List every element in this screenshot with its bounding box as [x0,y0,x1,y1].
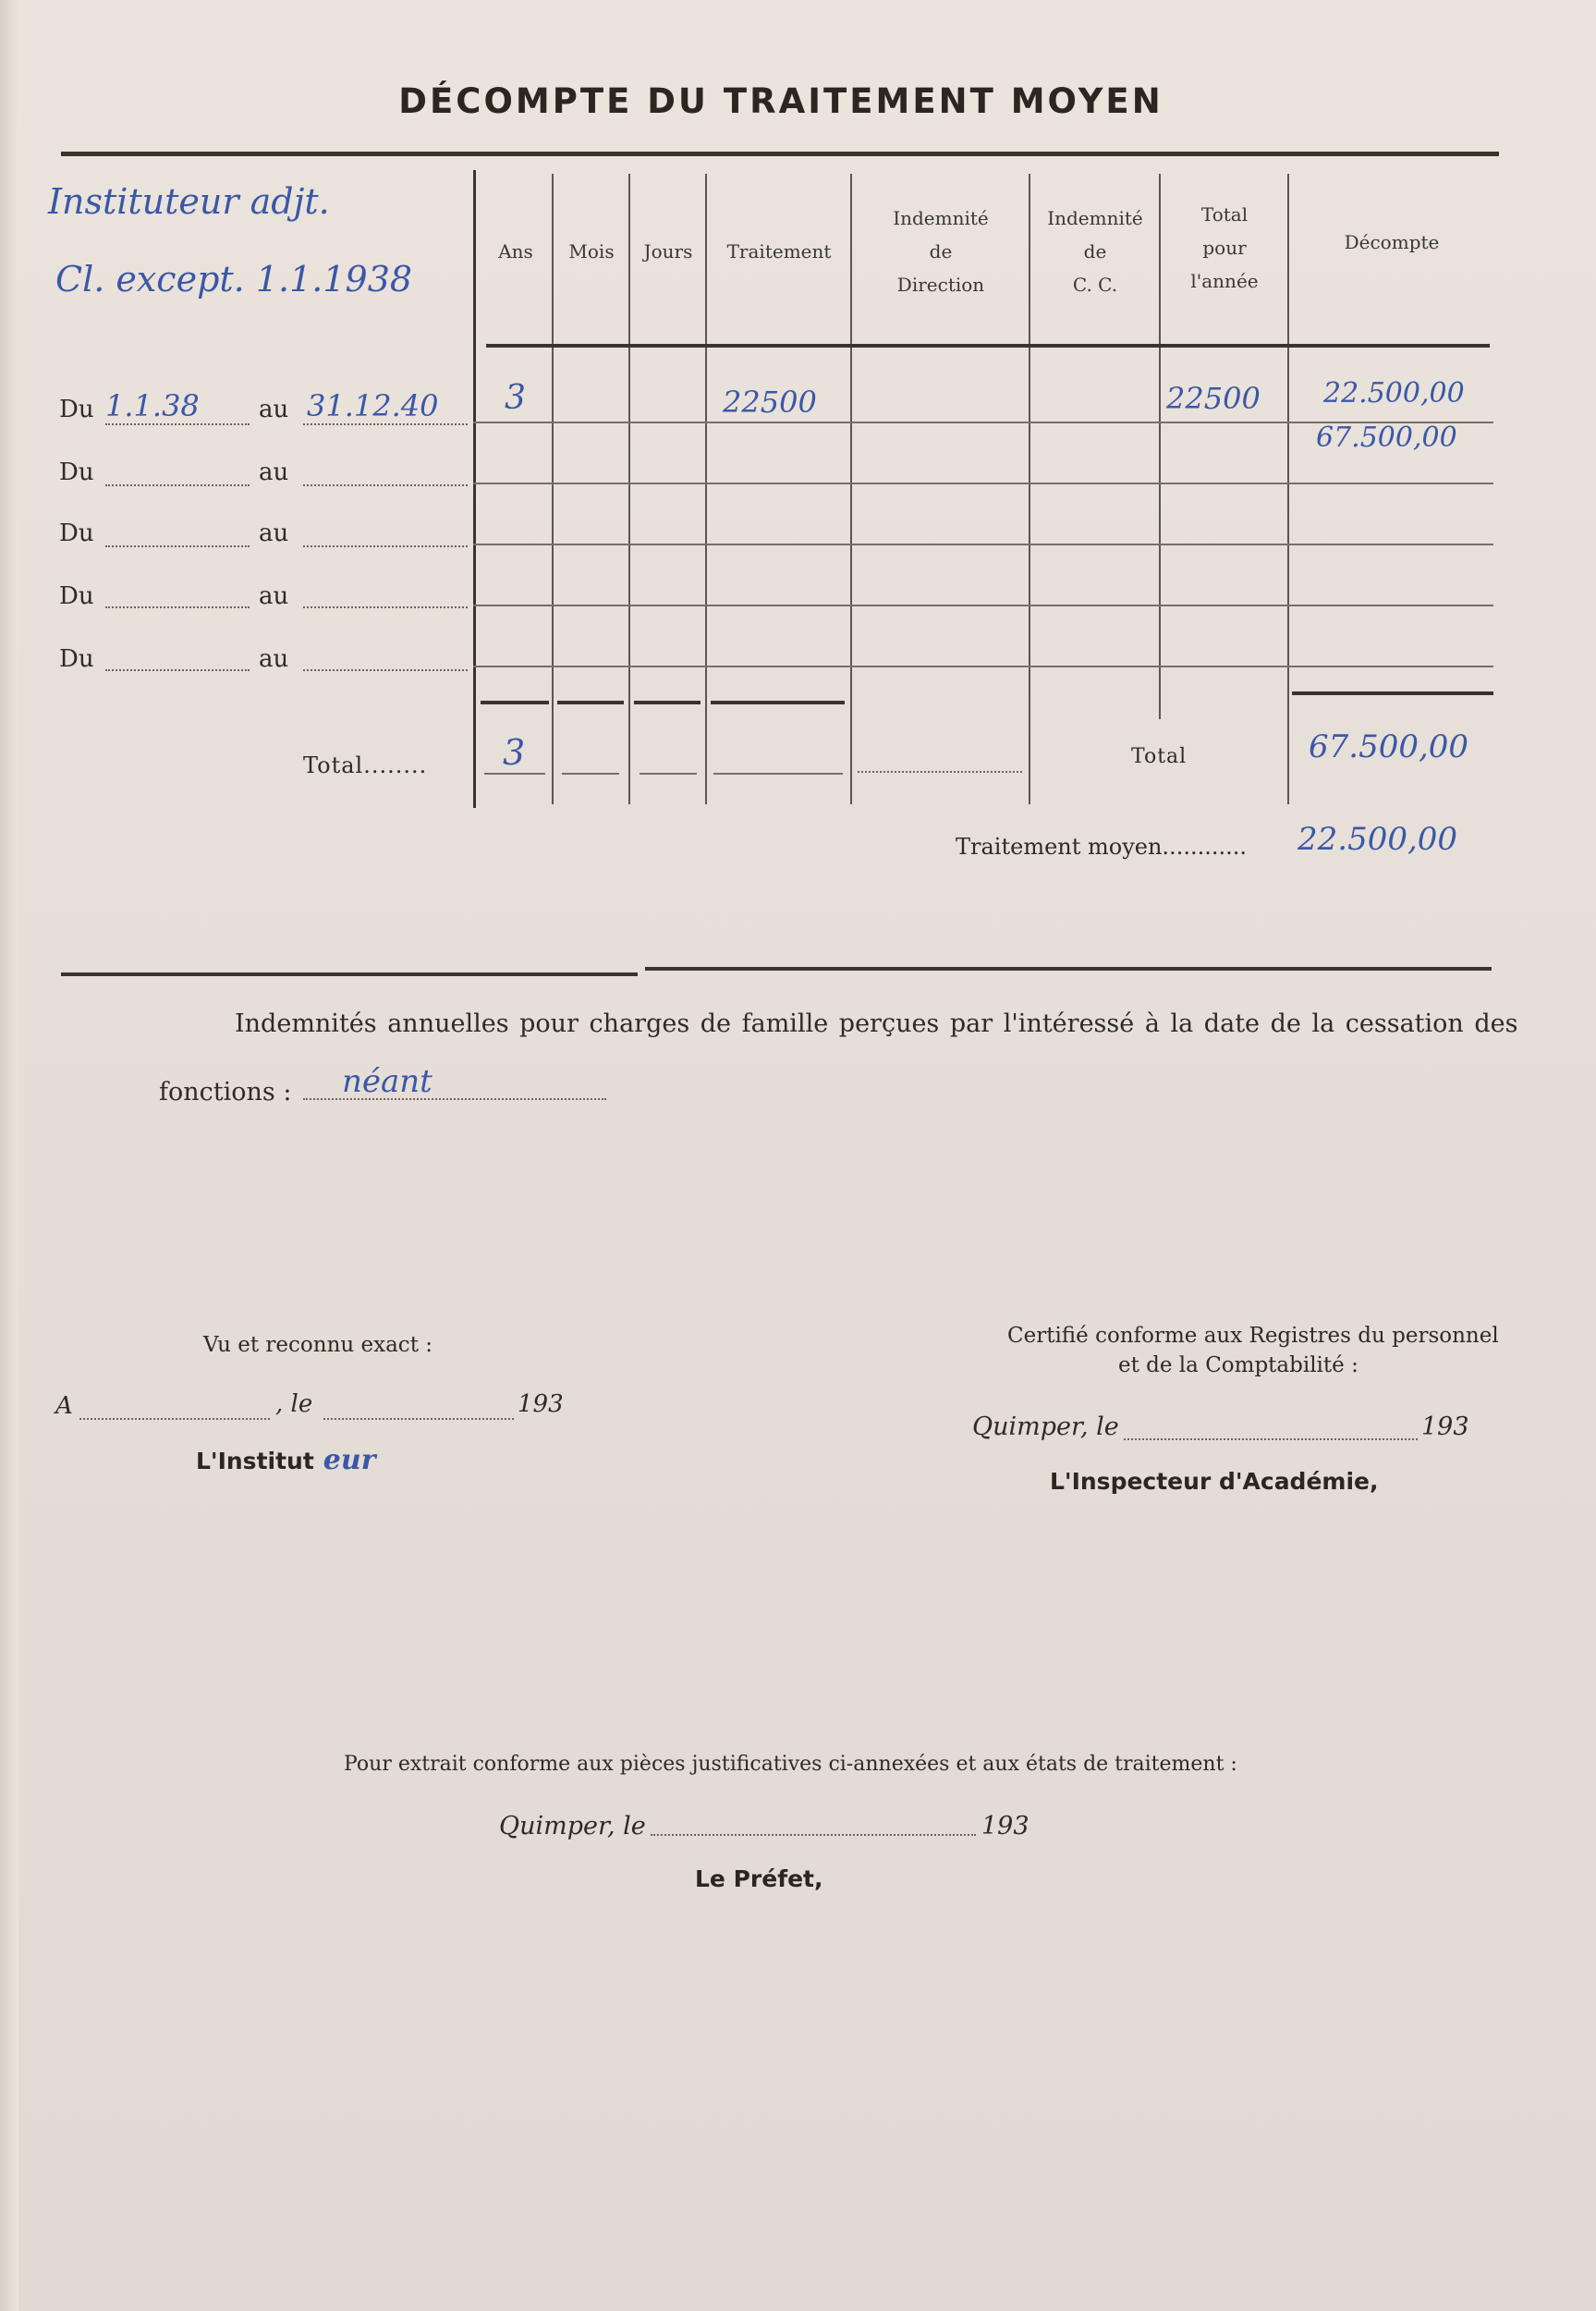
col-divider [705,174,707,804]
header-rule [486,344,1490,348]
total-jours-line [640,773,697,775]
total-ans: 3 [503,732,526,773]
total-rule [634,701,701,704]
total-rule [711,701,845,704]
a-field [79,1418,270,1420]
row1-traitement: 22500 [723,385,817,420]
total-rule [1292,691,1493,695]
row-au-label: au [259,582,289,610]
traitement-moyen-value: 22.500,00 [1298,821,1458,858]
extrait-text: Pour extrait conforme aux pièces justificatives ci-annexées et aux états de traitement : [344,1753,1237,1776]
total-ans-line [484,773,545,775]
total-direction-field [858,771,1022,773]
row-du-field [105,484,250,486]
row-du-label: Du [59,645,94,673]
row-au-field [303,669,468,671]
row1-decompte-1: 22.500,00 [1323,377,1465,410]
total-rule [557,701,624,704]
row-du-label: Du [59,582,94,610]
date-field [323,1418,514,1420]
row-au-field [303,484,468,486]
prefet-title: Le Préfet, [695,1865,823,1892]
a-label: A [55,1392,73,1420]
row-du-field [105,423,250,425]
indemnites-text: Indemnités annuelles pour charges de famille perçues par l'intéressé à la date de la cessation des [235,1009,1518,1038]
row-du-field [105,545,250,547]
row-du-label: Du [59,520,94,547]
col-divider [1159,174,1161,719]
row1-decompte-2: 67.500,00 [1316,422,1457,454]
title-rule [61,152,1499,156]
row1-to-date: 31.12.40 [307,388,439,423]
col-divider [850,174,852,804]
col-divider [628,174,630,804]
year-label: 193 [518,1390,564,1418]
row-line [473,483,1493,484]
row-au-label: au [259,645,289,673]
table-left-border [473,170,476,808]
row1-total-annee: 22500 [1166,381,1261,416]
header-total-annee: Total pour l'année [1190,203,1259,292]
year-label: 193 [981,1812,1029,1840]
section-divider [645,967,1492,971]
row-line [473,544,1493,545]
row-line [473,666,1493,667]
col-divider [1029,174,1030,804]
row-au-field [303,606,468,608]
certifie-text: Certifié conforme aux Registres du personnel [1007,1324,1499,1348]
header-jours: Jours [643,240,693,263]
total-label: Total........ [303,752,428,778]
prefet-date-field [651,1834,976,1836]
col-divider [552,174,554,804]
row-du-field [105,669,250,671]
total-mois-line [562,773,619,775]
row-du-label: Du [59,459,94,486]
traitement-moyen-label: Traitement moyen............ [956,834,1247,860]
header-indemnite-direction: Indemnité de Direction [893,207,989,296]
instituteur-title: L'Institut eur [196,1444,376,1476]
total-rule [481,701,549,704]
le-label: , le [275,1390,313,1418]
fonctions-value: néant [342,1063,433,1100]
quimper-label: Quimper, le [499,1812,646,1840]
page-title: DÉCOMPTE DU TRAITEMENT MOYEN [398,81,1163,121]
total-right-label: Total [1131,745,1188,768]
row1-ans: 3 [505,379,526,417]
row-du-label: Du [59,396,94,423]
handwritten-class: Cl. except. 1.1.1938 [55,259,413,300]
fonctions-label: fonctions : [159,1078,292,1107]
quimper-label: Quimper, le [972,1412,1119,1441]
row-au-label: au [259,396,289,423]
row1-from-date: 1.1.38 [105,388,200,423]
row-line [473,605,1493,606]
year-label: 193 [1421,1412,1469,1441]
section-divider [61,972,638,976]
handwritten-position: Instituteur adjt. [48,181,330,222]
row-au-label: au [259,459,289,486]
page-left-edge [0,0,18,2311]
header-mois: Mois [568,240,615,263]
header-ans: Ans [498,240,533,263]
header-traitement: Traitement [726,240,832,263]
header-indemnite-cc: Indemnité de C. C. [1047,207,1143,296]
total-traitement-line [713,773,843,775]
row-au-field [303,423,468,425]
quimper-date-field [1124,1438,1418,1440]
comptabilite-text: et de la Comptabilité : [1118,1353,1358,1377]
vu-reconnu-text: Vu et reconnu exact : [203,1333,433,1357]
row-au-field [303,545,468,547]
inspecteur-title: L'Inspecteur d'Académie, [1050,1468,1379,1495]
col-divider [1287,174,1289,804]
header-decompte: Décompte [1344,231,1440,253]
row-au-label: au [259,520,289,547]
total-decompte: 67.500,00 [1309,728,1469,765]
row-du-field [105,606,250,608]
